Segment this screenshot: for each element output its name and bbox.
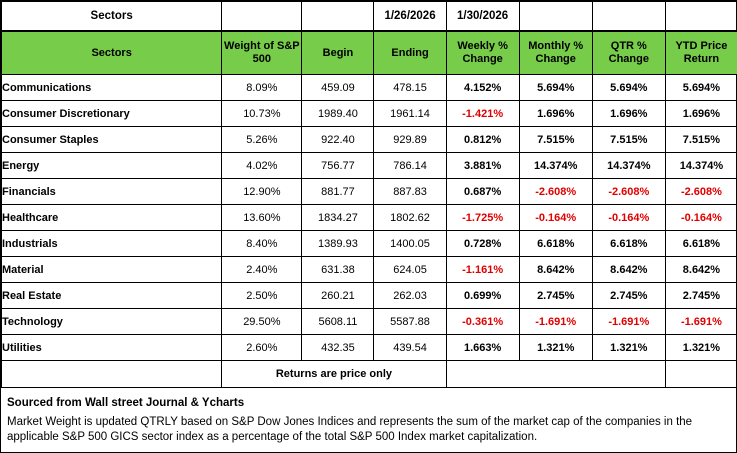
cell-monthly-change[interactable]: -0.164%	[519, 205, 592, 231]
cell-qtr-change[interactable]: 1.321%	[592, 335, 665, 361]
cell-sector-name[interactable]: Financials	[2, 179, 222, 205]
cell-qtr-change[interactable]: 2.745%	[592, 283, 665, 309]
cell-weekly-change[interactable]: -0.361%	[446, 309, 519, 335]
table-row[interactable]	[2, 205, 737, 231]
table-row[interactable]	[2, 75, 737, 101]
cell-weekly-change[interactable]: 1.663%	[446, 335, 519, 361]
band-spacer-5	[665, 2, 737, 31]
cell-weekly-change[interactable]: -1.161%	[446, 257, 519, 283]
table-row[interactable]	[2, 153, 737, 179]
cell-qtr-change[interactable]: 8.642%	[592, 257, 665, 283]
table-row[interactable]	[2, 309, 737, 335]
cell-begin[interactable]: 432.35	[302, 335, 374, 361]
cell-weight[interactable]: 2.40%	[222, 257, 302, 283]
cell-begin[interactable]: 631.38	[302, 257, 374, 283]
table-row[interactable]	[2, 335, 737, 361]
cell-monthly-change[interactable]: 1.321%	[519, 335, 592, 361]
description-line: Market Weight is updated QTRLY based on S&P Dow Jones Indices and represents the sum of the market cap of the companies in the applicable S&P 500 GICS sector index as a percentage of the total S&P 500 Index market capitalization.	[7, 415, 693, 444]
cell-weight[interactable]: 8.09%	[222, 75, 302, 101]
table-row[interactable]	[2, 257, 737, 283]
note-spacer-right	[665, 361, 737, 388]
cell-ending[interactable]: 1961.14	[374, 101, 446, 127]
cell-weight[interactable]: 8.40%	[222, 231, 302, 257]
cell-monthly-change[interactable]: 14.374%	[519, 153, 592, 179]
column-header-ytd-return[interactable]: YTD Price Return	[665, 32, 737, 75]
source-line: Sourced from Wall street Journal & Ycharts	[7, 397, 245, 409]
column-header-weekly-change[interactable]: Weekly % Change	[446, 32, 519, 75]
cell-sector-name[interactable]: Industrials	[2, 231, 222, 257]
cell-ytd-return[interactable]: 14.374%	[665, 153, 737, 179]
cell-sector-name[interactable]: Communications	[2, 75, 222, 101]
cell-weight[interactable]: 29.50%	[222, 309, 302, 335]
cell-ytd-return[interactable]: 2.745%	[665, 283, 737, 309]
table-row[interactable]	[2, 283, 737, 309]
cell-qtr-change[interactable]: 14.374%	[592, 153, 665, 179]
cell-sector-name[interactable]: Material	[2, 257, 222, 283]
table-row[interactable]	[2, 127, 737, 153]
footer-block	[1, 388, 736, 446]
cell-ytd-return[interactable]: 1.321%	[665, 335, 737, 361]
note-spacer-left	[2, 361, 222, 388]
note-spacer-mid	[446, 361, 665, 388]
cell-ending[interactable]: 624.05	[374, 257, 446, 283]
column-header-sector[interactable]: Sectors	[2, 32, 222, 75]
cell-ending[interactable]: 5587.88	[374, 309, 446, 335]
cell-begin[interactable]: 881.77	[302, 179, 374, 205]
cell-monthly-change[interactable]: 7.515%	[519, 127, 592, 153]
cell-ytd-return[interactable]: 8.642%	[665, 257, 737, 283]
cell-sector-name[interactable]: Technology	[2, 309, 222, 335]
cell-monthly-change[interactable]: -1.691%	[519, 309, 592, 335]
band-sectors-label: Sectors	[2, 2, 222, 31]
cell-monthly-change[interactable]: 5.694%	[519, 75, 592, 101]
cell-monthly-change[interactable]: -2.608%	[519, 179, 592, 205]
cell-weekly-change[interactable]: 0.687%	[446, 179, 519, 205]
cell-qtr-change[interactable]: 1.696%	[592, 101, 665, 127]
cell-ytd-return[interactable]: -1.691%	[665, 309, 737, 335]
cell-begin[interactable]: 1989.40	[302, 101, 374, 127]
cell-begin[interactable]: 1389.93	[302, 231, 374, 257]
column-header-begin[interactable]: Begin	[302, 32, 374, 75]
cell-ending[interactable]: 786.14	[374, 153, 446, 179]
column-header-qtr-change[interactable]: QTR % Change	[592, 32, 665, 75]
cell-qtr-change[interactable]: -2.608%	[592, 179, 665, 205]
returns-note: Returns are price only	[222, 361, 446, 388]
band-spacer-2	[302, 2, 374, 31]
column-header-monthly-change[interactable]: Monthly % Change	[519, 32, 592, 75]
cell-ytd-return[interactable]: -0.164%	[665, 205, 737, 231]
cell-weight[interactable]: 5.26%	[222, 127, 302, 153]
column-header-weight[interactable]: Weight of S&P 500	[222, 32, 302, 75]
cell-ytd-return[interactable]: 7.515%	[665, 127, 737, 153]
cell-weekly-change[interactable]: -1.421%	[446, 101, 519, 127]
table-row[interactable]	[2, 231, 737, 257]
cell-ending[interactable]: 262.03	[374, 283, 446, 309]
cell-ytd-return[interactable]: 1.696%	[665, 101, 737, 127]
cell-weight[interactable]: 2.50%	[222, 283, 302, 309]
date-band	[1, 1, 737, 31]
cell-begin[interactable]: 5608.11	[302, 309, 374, 335]
cell-weekly-change[interactable]: 4.152%	[446, 75, 519, 101]
cell-sector-name[interactable]: Real Estate	[2, 283, 222, 309]
cell-monthly-change[interactable]: 8.642%	[519, 257, 592, 283]
cell-weight[interactable]: 13.60%	[222, 205, 302, 231]
cell-monthly-change[interactable]: 6.618%	[519, 231, 592, 257]
band-spacer-4	[592, 2, 665, 31]
table-header-row	[2, 32, 737, 75]
cell-weight[interactable]: 4.02%	[222, 153, 302, 179]
cell-begin[interactable]: 459.09	[302, 75, 374, 101]
cell-weight[interactable]: 2.60%	[222, 335, 302, 361]
cell-begin[interactable]: 1834.27	[302, 205, 374, 231]
cell-sector-name[interactable]: Healthcare	[2, 205, 222, 231]
table-body	[2, 75, 737, 361]
cell-begin[interactable]: 922.40	[302, 127, 374, 153]
cell-weekly-change[interactable]: 3.881%	[446, 153, 519, 179]
cell-weekly-change[interactable]: 0.812%	[446, 127, 519, 153]
column-header-ending[interactable]: Ending	[374, 32, 446, 75]
cell-ending[interactable]: 439.54	[374, 335, 446, 361]
cell-sector-name[interactable]: Utilities	[2, 335, 222, 361]
cell-begin[interactable]: 260.21	[302, 283, 374, 309]
table-row[interactable]	[2, 179, 737, 205]
cell-qtr-change[interactable]: 7.515%	[592, 127, 665, 153]
cell-qtr-change[interactable]: -1.691%	[592, 309, 665, 335]
cell-ytd-return[interactable]: 5.694%	[665, 75, 737, 101]
cell-weight[interactable]: 10.73%	[222, 101, 302, 127]
band-spacer-3	[519, 2, 592, 31]
band-spacer-1	[222, 2, 302, 31]
cell-monthly-change[interactable]: 1.696%	[519, 101, 592, 127]
cell-weekly-change[interactable]: 0.699%	[446, 283, 519, 309]
sector-performance-table	[1, 31, 737, 388]
cell-sector-name[interactable]: Consumer Discretionary	[2, 101, 222, 127]
cell-qtr-change[interactable]: -0.164%	[592, 205, 665, 231]
cell-monthly-change[interactable]: 2.745%	[519, 283, 592, 309]
returns-note-row	[2, 361, 737, 388]
cell-ending[interactable]: 1802.62	[374, 205, 446, 231]
cell-qtr-change[interactable]: 6.618%	[592, 231, 665, 257]
cell-ending[interactable]: 929.89	[374, 127, 446, 153]
cell-begin[interactable]: 756.77	[302, 153, 374, 179]
cell-ytd-return[interactable]: 6.618%	[665, 231, 737, 257]
cell-sector-name[interactable]: Energy	[2, 153, 222, 179]
cell-qtr-change[interactable]: 5.694%	[592, 75, 665, 101]
cell-ending[interactable]: 478.15	[374, 75, 446, 101]
cell-ending[interactable]: 1400.05	[374, 231, 446, 257]
band-date-begin: 1/26/2026	[374, 2, 446, 31]
cell-weekly-change[interactable]: -1.725%	[446, 205, 519, 231]
cell-sector-name[interactable]: Consumer Staples	[2, 127, 222, 153]
cell-weekly-change[interactable]: 0.728%	[446, 231, 519, 257]
cell-ending[interactable]: 887.83	[374, 179, 446, 205]
table-row[interactable]	[2, 101, 737, 127]
band-date-end: 1/30/2026	[446, 2, 519, 31]
cell-weight[interactable]: 12.90%	[222, 179, 302, 205]
cell-ytd-return[interactable]: -2.608%	[665, 179, 737, 205]
